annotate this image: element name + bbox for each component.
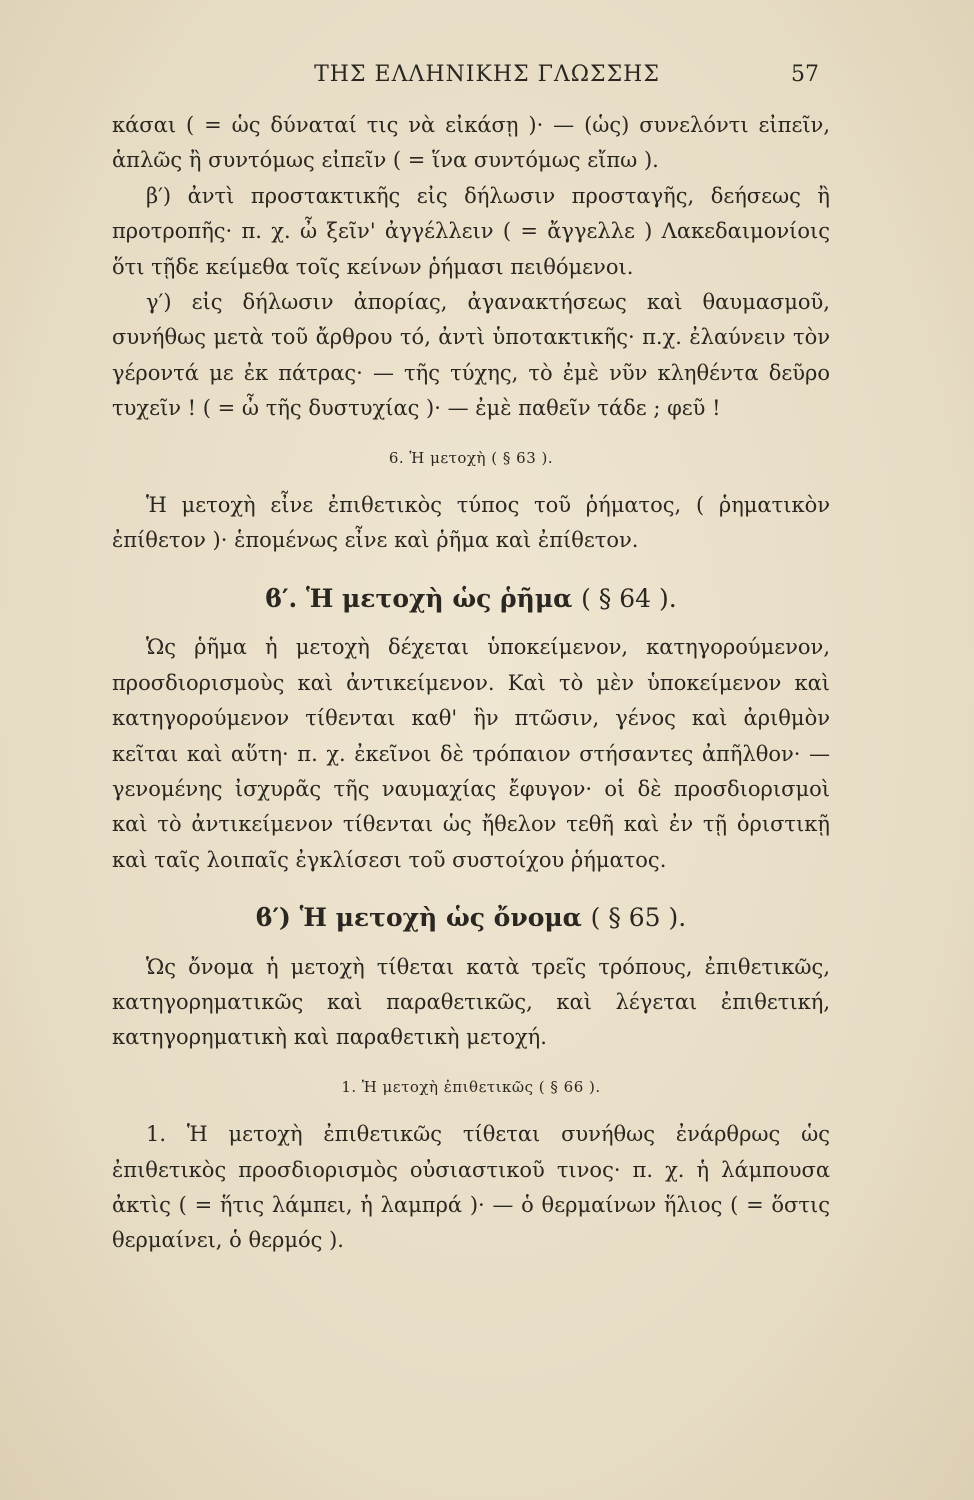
paragraph-g-perplexity: γ′) εἰς δήλωσιν ἀπορίας, ἀγανακτήσεως καὶ θαυμασμοῦ, συνήθως μετὰ τοῦ ἄρθρου τό, ἀντὶ ὑποτακτικῆς· π.χ. ἐλαύνειν τὸν γέροντά με ἐκ πάτρας· — τῆς τύχης, τὸ ἐμὲ νῦν κληθέντα δεῦρο τυχεῖν ! ( = ὦ τῆς δυστυχίας )· — ἐμὲ παθεῖν τάδε ; φεῦ ! xyxy=(112,290,830,421)
page-number: 57 xyxy=(791,62,819,87)
section-heading-attributive: 1. Ἡ μετοχὴ ἐπιθετικῶς ( § 66 ). xyxy=(341,1077,601,1096)
paragraph-participle-as-verb: Ὡς ῥῆμα ἡ μετοχὴ δέχεται ὑποκείμενον, κατηγορούμενον, προσδιορισμοὺς καὶ ἀντικείμενον. Καὶ τὸ μὲν ὑποκείμενον καὶ κατηγορούμενον τίθενται καθ' ἣν πτῶσιν, γένος καὶ ἀριθμὸν κεῖται καὶ αὕτη· π. χ. ἐκεῖνοι δὲ τρόπαιον στήσαντες ἀπῆλθον· — γενομένης ἰσχυρᾶς τῆς ναυμαχίας ἔφυγον· οἱ δὲ προσδιορισμοὶ καὶ τὸ ἀντικείμενον τίθενται ὡς ἤθελον τεθῆ καὶ ἐν τῇ ὁριστικῇ καὶ ταῖς λοιπαῖς ἐγκλίσεσι τοῦ συστοίχου ῥήματος. xyxy=(112,635,830,872)
heading-ref: ( § 65 ). xyxy=(590,903,687,933)
heading-title: ϐ′. Ἡ μετοχὴ ὡς ῥῆμα xyxy=(265,583,573,613)
paragraph-b-imperative: β′) ἀντὶ προστακτικῆς εἰς δήλωσιν προσταγῆς, δεήσεως ἢ προτροπῆς· π. χ. ὦ ξεῖν' ἀγγέλλειν ( = ἄγγελλε ) Λακεδαιμονίοις ὅτι τῇδε κείμεθα τοῖς κείνων ῥήμασι πειθόμενοι. xyxy=(112,183,830,279)
paragraph-continuation: κάσαι ( = ὡς δύναταί τις νὰ εἰκάσῃ )· — (ὡς) συνελόντι εἰπεῖν, ἁπλῶς ἢ συντόμως εἰπεῖν ( = ἵνα συντόμως εἴπω ). xyxy=(112,113,830,173)
body-text xyxy=(112,108,830,1259)
page-header xyxy=(0,62,974,92)
paragraph-attributive: 1. Ἡ μετοχὴ ἐπιθετικῶς τίθεται συνήθως ἐνάρθρως ὡς ἐπιθετικὸς προσδιορισμὸς οὐσιαστικοῦ τινος· π. χ. ἡ λάμπουσα ἀκτὶς ( = ἥτις λάμπει, ἡ λαμπρά )· — ὁ θερμαίνων ἥλιος ( = ὅστις θερμαίνει, ὁ θερμός ). xyxy=(112,1122,830,1253)
section-heading-participle-as-verb xyxy=(112,581,830,616)
heading-ref: ( § 64 ). xyxy=(581,583,677,613)
section-heading-participle: 6. Ἡ μετοχὴ ( § 63 ). xyxy=(388,448,554,467)
section-heading-participle-as-noun xyxy=(112,900,830,935)
running-title: ΤΗΣ ΕΛΛΗΝΙΚΗΣ ΓΛΩΣΣΗΣ xyxy=(314,62,660,87)
paragraph-participle-definition: Ἡ μετοχὴ εἶνε ἐπιθετικὸς τύπος τοῦ ῥήματος, ( ῥηματικὸν ἐπίθετον )· ἑπομένως εἶνε καὶ ῥῆμα καὶ ἐπίθετον. xyxy=(112,493,830,553)
heading-title: ϐ′) Ἡ μετοχὴ ὡς ὄνομα xyxy=(255,903,582,933)
paragraph-participle-as-noun: Ὡς ὄνομα ἡ μετοχὴ τίθεται κατὰ τρεῖς τρόπους, ἐπιθετικῶς, κατηγορηματικῶς καὶ παραθετικῶς, καὶ λέγεται ἐπιθετική, κατηγορηματικὴ καὶ παραθετικὴ μετοχή. xyxy=(112,954,830,1050)
